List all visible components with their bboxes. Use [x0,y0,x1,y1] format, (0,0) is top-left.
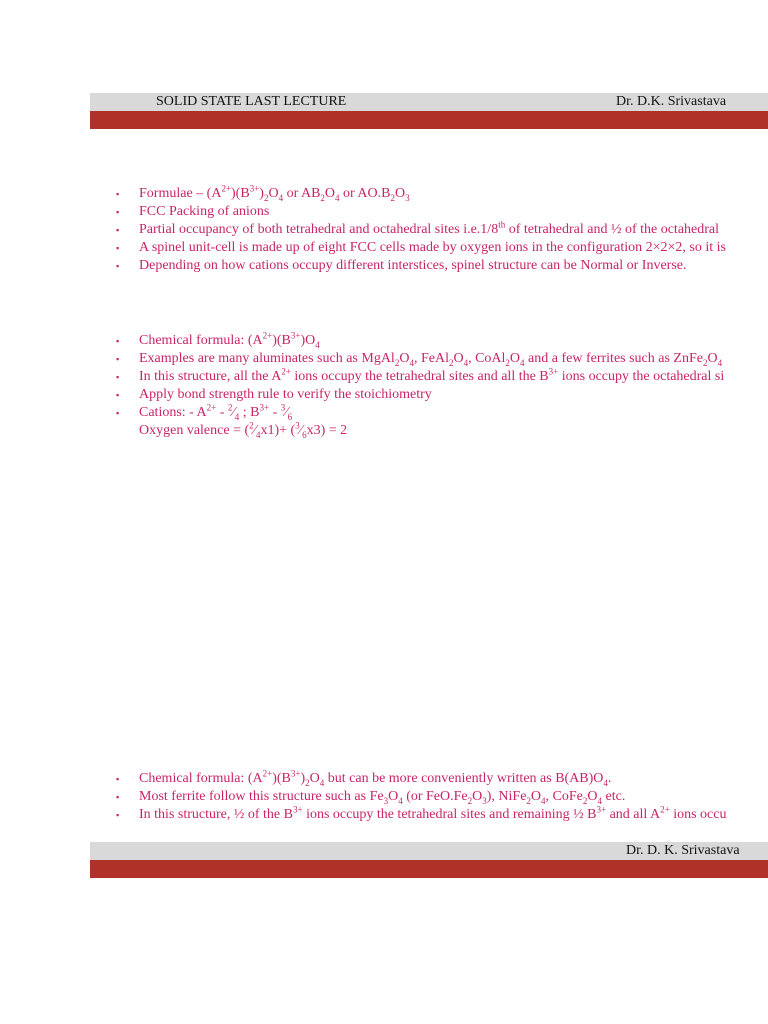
list-item-text: Depending on how cations occupy different interstices, spinel structure can be Normal or Inverse. [139,258,687,273]
list-item [116,185,768,203]
list-item-text: In this structure, ½ of the $B^{3+}$ ions occupy the tetrahedral sites and remaining ½ $B^{3+}$ and all $A^{2+}$ ions occu [139,804,727,822]
list-item [116,239,768,257]
list-item-text: Chemical formula: $(A^{2+})(B^{3+})_2O_4$ but can be more conveniently written as $B(AB)O_4$. [139,770,612,788]
list-item-text: FCC Packing of anions [139,204,270,219]
footer-author: Dr. D. K. Srivastava [626,843,740,858]
list-item [116,788,768,806]
bullet-list-inverse-spinel [116,770,768,824]
list-item-text: Chemical formula: $(A^{2+})(B^{3+})O_4$ [139,332,320,350]
list-item-text: Most ferrite follow this structure such as $Fe_3O_4$ (or $FeO.Fe_2O_3$), $NiFe_2O_4$, $CoFe_2O_4$ etc. [139,789,626,806]
list-item-continuation [116,422,768,440]
bullet-icon: ▪ [116,390,120,400]
list-item-text: Partial occupancy of both tetrahedral and octahedral sites i.e.1/8th of tetrahedral and ½ of the octahedral [139,219,720,237]
bullet-icon: ▪ [116,792,120,802]
list-item-text: Cations: - $A^{2+}$ - $^2⁄_4$ ; $B^{3+}$ - $^3⁄_6$ [139,402,293,422]
bullet-icon: ▪ [116,810,120,820]
bullet-icon: ▪ [116,774,120,784]
list-item [116,770,768,788]
bullet-icon: ▪ [116,261,120,271]
list-item [116,404,768,422]
list-item [116,806,768,824]
list-item-text: Oxygen valence = $(^2⁄_4x1)+$ $(^3⁄_6x3) = 2$ [139,420,348,440]
bullet-icon: ▪ [116,243,120,253]
list-item [116,350,768,368]
list-item [116,332,768,350]
footer-red-band [90,860,768,878]
list-item [116,386,768,404]
bullet-icon: ▪ [116,372,120,382]
list-item-text: Apply bond strength rule to verify the stoichiometry [139,387,432,402]
bullet-icon: ▪ [116,225,120,235]
list-item-text: A spinel unit-cell is made up of eight FCC cells made by oxygen ions in the configuration 2×2×2, so it is [139,240,726,255]
bullet-list-spinel-overview [116,185,768,275]
bullet-icon: ▪ [116,336,120,346]
list-item-text: Examples are many aluminates such as $MgAl_2O_4$, $FeAl_2O_4$, $CoAl_2O_4$ and a few ferrites such as $ZnFe_2O_4$ [139,351,723,368]
header-red-band [90,111,768,129]
header-title: SOLID STATE LAST LECTURE [156,94,347,109]
bullet-icon: ▪ [116,408,120,418]
list-item [116,221,768,239]
list-item-text: Formulae – $(A^{2+})(B^{3+})_2O_4$ or $AB_2O_4$ or $AO.B_2O_3$ [139,185,410,203]
bullet-list-normal-spinel [116,332,768,440]
list-item-text: In this structure, all the $A^{2+}$ ions occupy the tetrahedral sites and all the $B^{3+}$ ions occupy the octahedral si [139,366,725,384]
bullet-icon: ▪ [116,189,120,199]
header-author: Dr. D.K. Srivastava [616,94,727,109]
list-item [116,368,768,386]
bullet-icon: ▪ [116,207,120,217]
bullet-icon: ▪ [116,354,120,364]
list-item [116,203,768,221]
list-item [116,257,768,275]
